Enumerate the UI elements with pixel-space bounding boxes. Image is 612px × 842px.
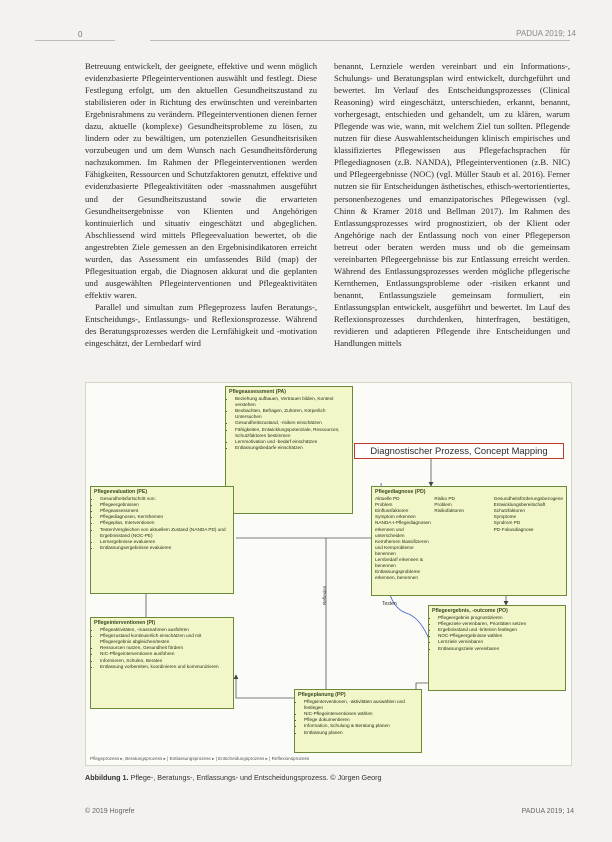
right-paragraph-1: benannt, Lernziele werden vereinbart und ein Informations-, Schulungs- und Beratungsplan wird entwickelt, durchgeführt und bewertet. Im Verlauf des Entscheidungsprozesses (Clinical Reasoning) wird eingeschätzt, unterschieden, erkannt, benannt, vorhergesagt, entschieden und gehandelt, um zu klären, warum Pflegende was wie, wann, mit welchem Ziel tun sollten. Pflegende nutzen für diese Auswahlentscheidungen klinisch empirisches und klassifiziertes Pflegewissen aus Pflegefachsprachen für Pflegediagnosen (z.B. NANDA), Pflegeinterventionen (z.B. NIC) und Pflegeergebnisse (NOC) (vgl. Müller Staub et al. 2016). Ferner nutzen sie für Entscheidungen ästhetisches, ethisch-wertorientiertes, personenbezogenes und emanzipatorisches Pflegewissen (vgl. Chinn & Kramer 2018 und Bellman 2017). Im Rahmen des Entlassungsprozesses wird prognostiziert, ob der Klient oder Angehörige nach der Entlassung noch von einer Pflegeperson betreut oder beraten werden muss und ob die gemeinsam vereinbarten Pflegeergebnisse bis zur Entlassung erreicht werden. Während des Entlassungsprozesses werden mögliche pflegerische Kernthemen, Entlassungsprobleme oder -risiken erkannt und benannt, Entlassungsziele gemeinsam formuliert, ein Entlassungsplan entwickelt, ausgeführt und bewertet. Im Lauf des Reflexionsprozesses durchdenken, hinterfragen, bestätigen, revidieren und adaptieren Pflegende ihre Entscheidungen und Handlungen mittels: [334, 61, 570, 349]
outcome-list: [432, 615, 562, 652]
box-evaluation: Pflegeevaluation (PE) • Gesundheitsfortschritt von: • Pflegeergebnissen • Pflegeassessment • Pflegediagnosen, Kernthemen • Pflegeplan, Interventionen • Testen/Vergleichen von aktuellem Zustand (NANDA PD) und Ergebnisstand (NOC-PE) • Lernergebnisse evaluieren • Entlassungsergebnisse evaluieren: [90, 486, 234, 594]
process-figure: [85, 382, 572, 766]
diagnosis-item: Symptom erkennen: [375, 514, 416, 520]
figure-item: • Pflegezustand kontinuierlich einschätzen und mit Pflegeergebnis abgleichen/testen: [100, 633, 230, 645]
diagnosis-item: Schutzfaktoren: [493, 508, 525, 514]
left-paragraph-2: Parallel und simultan zum Pflegeprozess laufen Beratungs-, Entscheidungs-, Entlassungs- und Reflexionsprozesse. Während des Beratungsprozesses werden die Lernfähigkeit und -motivation eingeschätzt, der Lernbedarf wird: [85, 301, 317, 349]
figure-legend: Pflegeprozess ▸, Beratungsprozess ▸ | Entlassungsprozess ▸ | Entscheidungsprozess ▸ | Reflexionsprozess: [90, 756, 310, 761]
figure-item: • Entlassungsziele vereinbaren: [438, 646, 562, 652]
left-column: [85, 60, 317, 349]
diagnosis-item: Kernthemen klassifizieren und Kernprobleme benennen: [375, 538, 429, 556]
figure-item: • NIC-Pflegeinterventionen wählen: [304, 711, 418, 717]
figure-item: • NOC-Pflegeergebnisse wählen: [438, 633, 562, 639]
diagnosis-column-risk: [434, 496, 490, 581]
diagnosis-item: Problem: [434, 502, 452, 508]
figure-item: • Testen/Vergleichen von aktuellem Zustand (NANDA PD) und Ergebnisstand (NOC-PE): [100, 527, 230, 539]
planning-list: [298, 699, 418, 736]
figure-item: • Pflegeziele vereinbaren, Prioritäten setzen: [438, 621, 562, 627]
figure-item: • Pflegeergebnis prognostizieren: [438, 615, 562, 621]
figure-item: • Pflegeaktivitäten, -massnahmen ausführen: [100, 627, 230, 633]
figure-item: • Beziehung aufbauen, Vertrauen bilden, Kontext verstehen: [235, 396, 349, 408]
figure-item: • Lernergebnisse evaluieren: [100, 539, 230, 545]
figure-item: • Gesundheitszustand, -risiken einschätzen: [235, 420, 349, 426]
diagnosis-item: Risikofaktoren: [434, 508, 465, 514]
diagnosis-item: Entlassungsprobleme erkennen, benennen: [375, 569, 421, 581]
diagnosis-item: Entwicklungsbereitschaft: [493, 502, 546, 508]
arrow-pp-to-pi: [236, 675, 294, 698]
diagnosis-item: NANDA-I-Pflegediagnosen erkennen und unterscheiden: [375, 520, 431, 538]
diagnosis-item: Syndrom PD: [493, 520, 521, 526]
box-assessment: Pflegeassessment (PA) • Beziehung aufbauen, Vertrauen bilden, Kontext verstehen • Beobachten, Befragen, Zuhören, Körperlich Untersuchen • Gesundheitszustand, -risiken einschätzen • Fähigkeiten, Entwicklungspotenziale, Ressourcen, Schutzfaktoren bestimmen • Lernmotivation und -bedarf einschätzen • Entlassungsbedarfe einschätzen: [225, 386, 353, 514]
figure-item: • Pflegediagnosen, Kernthemen: [100, 514, 230, 520]
caption-text: Pflege-, Beratungs-, Entlassungs- und Entscheidungsprozess. © Jürgen Georg: [128, 773, 382, 782]
figure-item: • Ressourcen nutzen, Gesundheit fördern: [100, 645, 230, 651]
figure-item: • Lernziele vereinbaren: [438, 639, 562, 645]
diagnosis-item: Symptome: [493, 514, 517, 520]
left-paragraph-1: Betreuung entwickelt, der geeignete, effektive und wenn möglich evidenzbasierte Pflegeinterventionen auswählt und festlegt. Diese Festlegung erfolgt, um den aktuellen Gesundheitszustand zu stabilisieren oder in Richtung des erwünschten und vereinbarten Ergebnisrahmens zu verändern. Pflegeinterventionen dienen ferner dazu, aktuelle (komplexe) Gesundheitsprobleme zu lösen, zu lindern oder zu bewältigen, um potenziellen Gesundheitsrisiken vorzubeugen und um dem Wunsch nach Gesundheitsförderung nachzukommen. Im Rahmen der Pflegeinterventionen werden Fähigkeiten, Ressourcen und Schutzfaktoren genutzt, effektive und evidenzbasierte Pflegeaktivitäten oder -massnahmen ausgeführt und der Gesundheitszustand sowie die erwarteten Gesundheitsergebnisse von Klienten und Angehörigen kontinuierlich und situativ eingeschätzt und abgeglichen. Abschliessend wird mittels Pflegeevaluation bewertet, ob die angestrebten Ziele gemessen an den Ergebnisindikatoren erreicht wurden, das Assessment ein umfassendes Bild (map) der Pflegesituation ergab, die Diagnosen akkurat und die geplanten und ausgewählten Pflegeinterventionen und Pflegeaktivitäten effektiv waren.: [85, 61, 317, 300]
figure-item: • Pflegeergebnissen: [100, 502, 230, 508]
figure-item: • Pflege dokumentieren: [304, 717, 418, 723]
figure-item: • Entlassungsergebnisse evaluieren: [100, 545, 230, 551]
diagnosis-column-actual: [375, 496, 431, 581]
box-outcome: Pflegeergebnis, -outcome (PO) • Pflegeergebnis prognostizieren • Pflegeziele vereinbaren, Prioritäten setzen • Ergebnisstand und -kriterien festlegen • NOC-Pflegeergebnisse wählen • Lernziele vereinbaren • Entlassungsziele vereinbaren: [428, 605, 566, 691]
reflection-label: Reflexion: [322, 585, 327, 605]
testing-label: Testen: [382, 601, 397, 607]
figure-item: • Pflegeinterventionen, -aktivitäten auswählen und festlegen: [304, 699, 418, 711]
diagnosis-item: Risiko PD: [434, 496, 455, 502]
box-interventions: Pflegeinterventionen (PI) • Pflegeaktivitäten, -massnahmen ausführen • Pflegezustand kontinuierlich einschätzen und mit Pflegeergebnis abgleichen/testen • Ressourcen nutzen, Gesundheit fördern • NIC-Pflegeinterventionen ausführen • Informieren, Schulen, Beraten • Entlassung vorbereiten, koordinieren und kommunizieren: [90, 617, 234, 709]
header-rule-right: [150, 40, 570, 41]
figure-item: • Informieren, Schulen, Beraten: [100, 658, 230, 664]
diagnosis-item: PD-Fokusdiagnose: [493, 526, 534, 532]
box-planning: Pflegeplanung (PP) • Pflegeinterventionen, -aktivitäten auswählen und festlegen • NIC-Pflegeinterventionen wählen • Pflege dokumentieren • Information, Schulung & Beratung planen • Entlassung planen: [294, 689, 422, 753]
figure-item: • Gesundheitsfortschritt von:: [100, 496, 230, 502]
interventions-list: [94, 627, 230, 670]
figure-item: • Entlassungsbedarfe einschätzen: [235, 445, 349, 451]
diagnosis-column-health: [494, 496, 563, 581]
assessment-list: [229, 396, 349, 451]
journal-header: PADUA 2019; 14: [516, 29, 576, 38]
figure-item: • Information, Schulung & Beratung planen: [304, 723, 418, 729]
header-rule-left: [35, 40, 115, 41]
footer-copyright: © 2019 Hogrefe: [85, 808, 135, 815]
diagnosis-item: Lernbedarf erkennen & benennen: [375, 557, 423, 569]
figure-item: • Entlassung vorbereiten, koordinieren und kommunizieren: [100, 664, 230, 670]
figure-item: • Pflegeassessment: [100, 508, 230, 514]
right-column: [334, 60, 570, 349]
figure-item: • Pflegeplan, Interventionen: [100, 520, 230, 526]
figure-item: • NIC-Pflegeinterventionen ausführen: [100, 651, 230, 657]
figure-item: • Lernmotivation und -bedarf einschätzen: [235, 439, 349, 445]
diagnosis-item: Problem: [375, 502, 393, 508]
diagnosis-item: Aktuelle PD: [375, 496, 400, 502]
diagnosis-item: Einflussfaktoren: [375, 508, 409, 514]
footer-journal: PADUA 2019; 14: [521, 808, 574, 815]
figure-caption: [85, 773, 570, 782]
box-diagnosis: Pflegediagnose (PD) Aktuelle PD Problem Einflussfaktoren Symptom erkennen NANDA-I-Pflegediagnosen erkennen und unterscheiden Kernthemen klassifizieren und Kernprobleme benennen Lernbedarf erkennen & benennen Entlassungsprobleme erkennen, benennen Risiko PD Problem Risikofaktoren Gesundheitsförderungsbezogene Entwicklungsbereitschaft Schutzfaktoren Symptome Syndrom PD PD-Fokusdiagnose: [371, 486, 567, 596]
figure-item: • Beobachten, Befragen, Zuhören, Körperlich Untersuchen: [235, 408, 349, 420]
figure-item: • Fähigkeiten, Entwicklungspotenziale, Ressourcen, Schutzfaktoren bestimmen: [235, 427, 349, 439]
page-number: 0: [78, 30, 83, 39]
figure-item: • Ergebnisstand und -kriterien festlegen: [438, 627, 562, 633]
concept-mapping-title: Diagnostischer Prozess, Concept Mapping: [354, 443, 564, 459]
diagnosis-item: Gesundheitsförderungsbezogene: [493, 496, 563, 502]
evaluation-list: [94, 496, 230, 551]
caption-label: Abbildung 1.: [85, 773, 129, 782]
figure-item: • Entlassung planen: [304, 730, 418, 736]
